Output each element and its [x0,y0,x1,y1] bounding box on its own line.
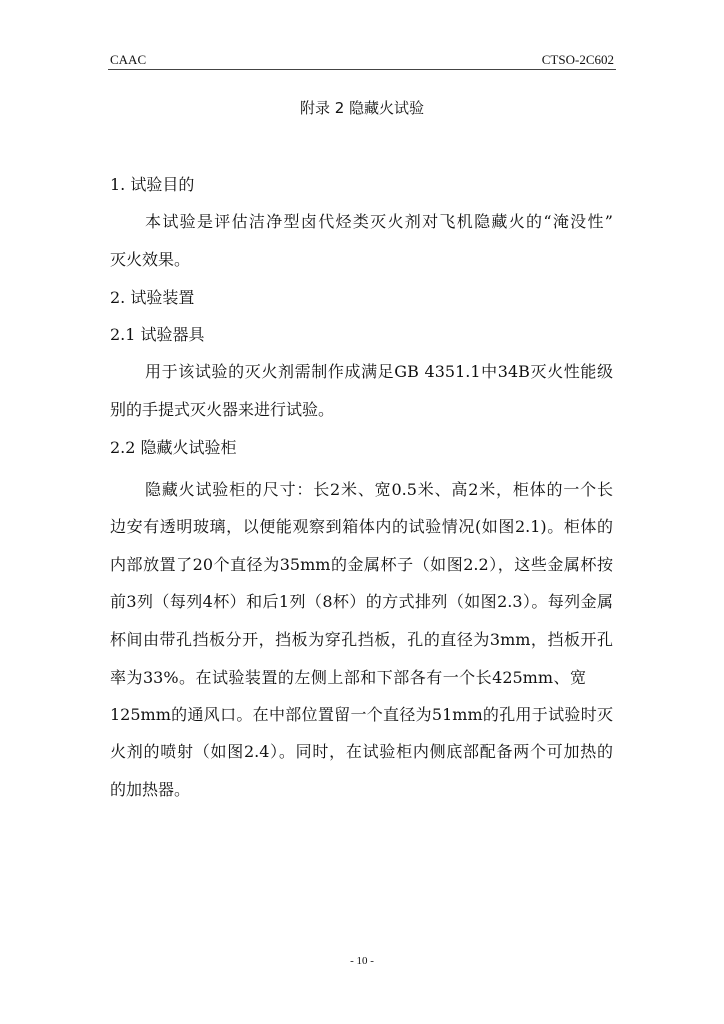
page-title: 附录 2 隐藏火试验 [299,99,425,117]
page-number: - 10 - [350,955,374,967]
paragraph-line: 用于该试验的灭火剂需制作成满足GB 4351.1中34B灭火性能级 [145,362,613,381]
header-rule [108,69,616,70]
paragraph-line: 前3列（每列4杯）和后1列（8杯）的方式排列（如图2.3）。每列金属 [110,592,613,611]
paragraph-line: 的加热器。 [110,780,191,799]
section-heading: 2. 试验装置 [110,288,195,307]
subsection-heading: 2.1 试验器具 [110,325,205,344]
section-heading: 1. 试验目的 [110,175,195,194]
paragraph-line: 隐藏火试验柜的尺寸：长2米、宽0.5米、高2米，柜体的一个长 [145,480,613,499]
paragraph-line: 边安有透明玻璃，以便能观察到箱体内的试验情况(如图2.1)。柜体的 [110,517,613,536]
paragraph-line: 灭火效果。 [110,250,191,269]
subsection-heading: 2.2 隐藏火试验柜 [110,438,237,457]
header-right: CTSO-2C602 [541,52,614,67]
header-left: CAAC [110,52,147,67]
paragraph-line: 杯间由带孔挡板分开，挡板为穿孔挡板，孔的直径为3mm，挡板开孔 [110,630,613,649]
paragraph-line: 率为33%。在试验装置的左侧上部和下部各有一个长425mm、宽 [110,668,586,687]
paragraph-line: 本试验是评估洁净型卤代烃类灭火剂对飞机隐藏火的“淹没性” [145,212,613,231]
paragraph-line: 125mm的通风口。在中部位置留一个直径为51mm的孔用于试验时灭 [110,705,613,724]
paragraph-line: 内部放置了20个直径为35mm的金属杯子（如图2.2），这些金属杯按 [110,555,613,574]
paragraph-line: 别的手提式灭火器来进行试验。 [110,400,335,419]
paragraph-line: 火剂的喷射（如图2.4）。同时，在试验柜内侧底部配备两个可加热的 [110,742,613,761]
